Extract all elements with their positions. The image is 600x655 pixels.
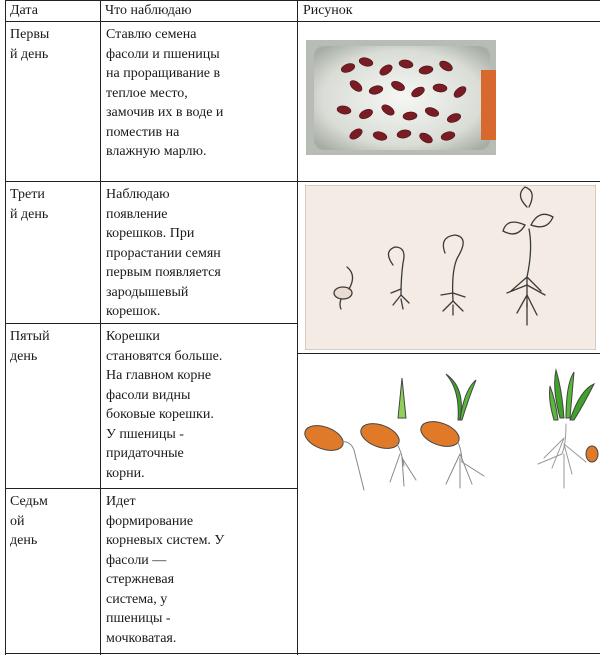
row-1-date: Первы й день [10, 27, 50, 62]
header-divider [5, 21, 600, 22]
wheat-germination-illustration [298, 358, 600, 498]
row-3-date: Пятый день [10, 329, 50, 364]
germination-sketch [305, 185, 596, 350]
header-picture: Рисунок [303, 3, 353, 18]
row-2-date: Трети й день [10, 187, 49, 222]
header-date: Дата [10, 3, 38, 18]
table-border-bottom [5, 653, 600, 654]
row-divider-3 [5, 488, 297, 489]
row-4-text: Идет формирование корневых систем. У фасоли — стержневая система, у пшеницы - мочковатая. [106, 494, 225, 646]
table-border-left [5, 0, 6, 655]
table-border-top [5, 0, 600, 1]
beans-photo [306, 40, 496, 155]
row-divider-1 [5, 181, 600, 182]
row-divider-2 [5, 323, 297, 324]
row-4-date: Седьм ой день [10, 494, 48, 548]
row-1-text: Ставлю семена фасоли и пшеницы на проращивание в теплое место, замочив их в воде и поместив на влажную марлю. [106, 27, 224, 159]
picture-divider [297, 353, 600, 354]
column-divider-2 [297, 0, 298, 655]
row-2-text: Наблюдаю появление корешков. При прорастании семян первым появляется зародышевый корешок. [106, 187, 221, 319]
header-observe: Что наблюдаю [105, 3, 192, 18]
column-divider-1 [100, 0, 101, 655]
row-3-text: Корешки становятся больше. На главном корне фасоли видны боковые корешки. У пшеницы - придаточные корни. [106, 329, 223, 481]
